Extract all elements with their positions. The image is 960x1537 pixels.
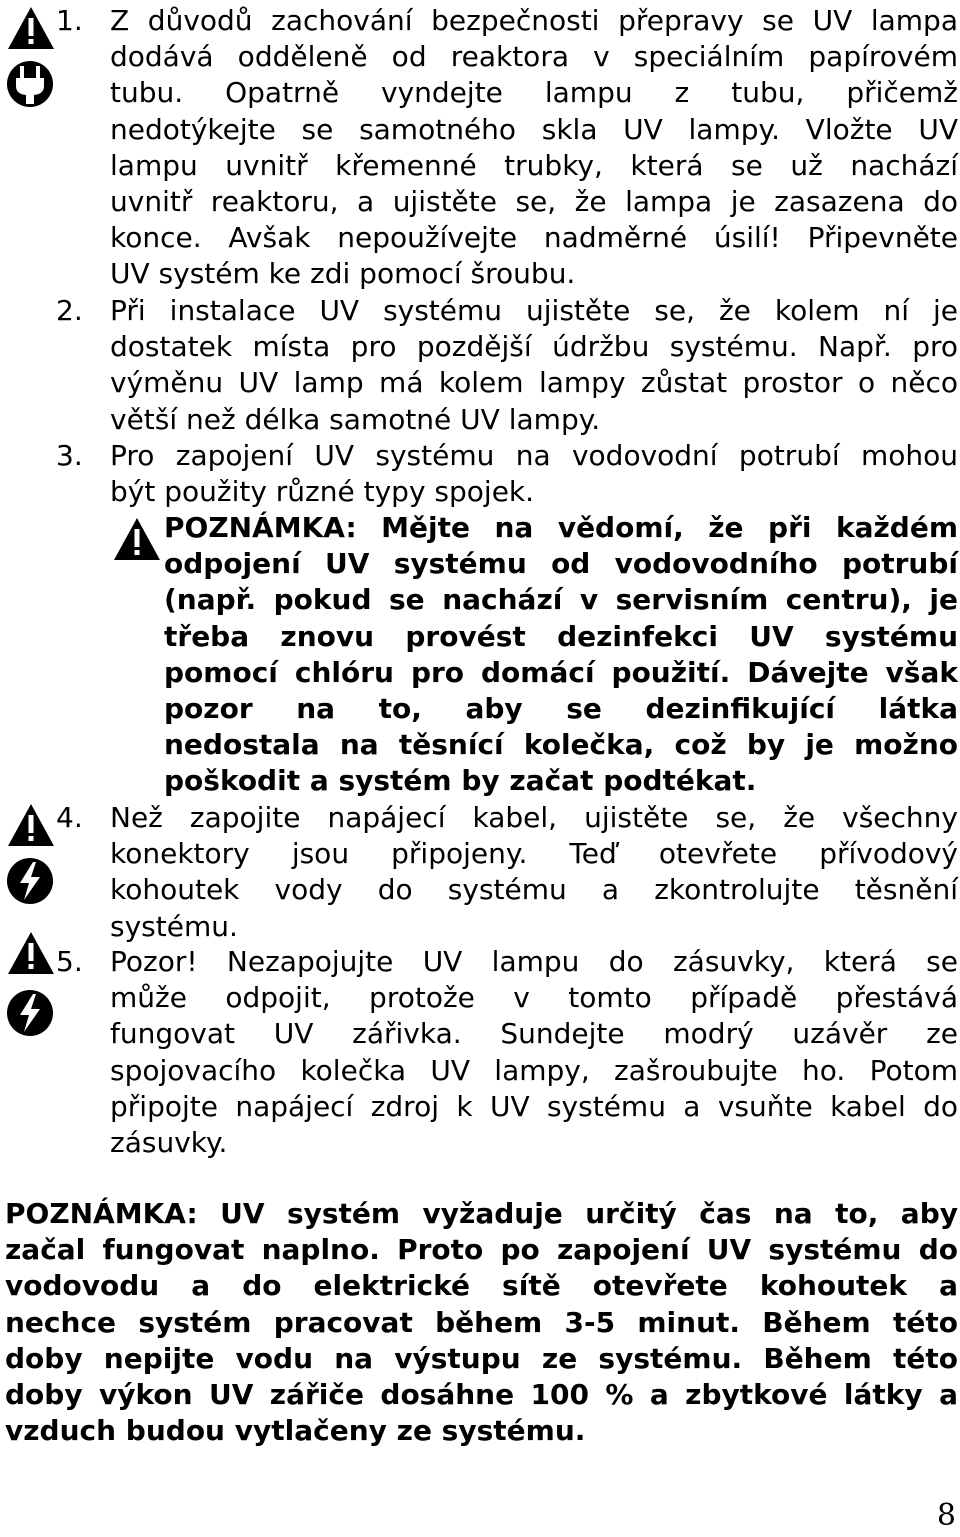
list-number: 4. — [56, 801, 83, 834]
text-line: konce. Avšak nepoužívejte nadměrné úsilí! Připevněte — [110, 221, 958, 255]
list-number: 5. — [56, 945, 83, 978]
text-line: poškodit a systém by začat podtékat. — [164, 764, 757, 798]
warning-icon — [6, 5, 56, 51]
text-line: tubu. Opatrně vyndejte lampu z tubu, přičemž — [110, 76, 958, 110]
text-line: Pozor! Nezapojujte UV lampu do zásuvky, která se — [110, 945, 958, 978]
text-line: doby nepijte vodu na výstupu ze systému. Během této — [5, 1341, 958, 1375]
text-line: (např. pokud se nachází v servisním centru), je — [164, 583, 958, 617]
list-item-text — [110, 438, 958, 510]
text-line: třeba znovu provést dezinfekci UV systému — [164, 619, 958, 653]
text-line: vzduch budou vytlačeny ze systému. — [5, 1414, 586, 1448]
text-line: větší než délka samotné UV lampy. — [110, 402, 601, 436]
list-item-text — [110, 293, 958, 438]
text-line: POZNÁMKA: Mějte na vědomí, že při každém — [164, 511, 958, 544]
text-line: Než zapojite napájecí kabel, ujistěte se, že všechny — [110, 801, 958, 834]
note-text — [164, 510, 958, 800]
text-line: být použity různé typy spojek. — [110, 475, 535, 509]
text-line: spojovacího kolečka UV lampy, zašroubujte ho. Potom — [110, 1053, 958, 1087]
text-line: Pro zapojení UV systému na vodovodní potrubí mohou — [110, 439, 958, 472]
text-line: vodovodu a do elektrické sítě otevřete kohoutek a — [5, 1269, 958, 1303]
list-item-text — [110, 3, 958, 293]
text-line: lampu uvnitř křemenné trubky, která se už nachází — [110, 148, 958, 182]
text-line: může odpojit, protože v tomto případě přestává — [110, 981, 958, 1015]
text-line: doby výkon UV zářiče dosáhne 100 % a zbytkové látky a — [5, 1378, 958, 1412]
unplug-icon — [6, 58, 54, 110]
list-number: 3. — [56, 439, 83, 472]
warning-icon — [6, 802, 56, 848]
text-line: nedostala na těsnící kolečka, což by je možno — [164, 728, 958, 762]
list-number: 1. — [56, 4, 83, 37]
text-line: začal fungovat naplno. Proto po zapojení UV systému do — [5, 1233, 958, 1267]
text-line: výměnu UV lamp má kolem lampy zůstat prostor o něco — [110, 366, 958, 400]
text-line: nedotýkejte se samotného skla UV lampy. Vložte UV — [110, 112, 958, 146]
electric-shock-icon — [6, 856, 54, 906]
page-number: 8 — [936, 1498, 956, 1533]
text-line: zásuvky. — [110, 1126, 228, 1160]
warning-icon — [112, 516, 162, 562]
text-line: pozor na to, aby se dezinfikující látka — [164, 692, 958, 726]
text-line: připojte napájecí zdroj k UV systému a vsuňte kabel do — [110, 1089, 958, 1123]
text-line: dostatek místa pro pozdější údržbu systému. Např. pro — [110, 330, 958, 364]
text-line: odpojení UV systému od vodovodního potrubí — [164, 547, 958, 581]
bottom-note — [5, 1196, 958, 1449]
text-line: Při instalace UV systému ujistěte se, že kolem ní je — [110, 294, 958, 327]
text-line: fungovat UV zářivka. Sundejte modrý uzávěr ze — [110, 1017, 958, 1051]
text-line: pomocí chlóru pro domácí použití. Dávejte však — [164, 655, 958, 689]
text-line: konektory jsou připojeny. Teď otevřete přívodový — [110, 837, 958, 871]
text-line: kohoutek vody do systému a zkontrolujte těsnění — [110, 873, 958, 907]
warning-icon — [6, 930, 56, 976]
list-item-text — [110, 800, 958, 945]
list-item-text — [110, 944, 958, 1161]
text-line: Z důvodů zachování bezpečnosti přepravy se UV lampa — [110, 4, 958, 37]
text-line: nechce systém pracovat během 3-5 minut. Během této — [5, 1305, 958, 1339]
text-line: systému. — [110, 909, 238, 943]
text-line: dodává odděleně od reaktora v speciálním papírovém — [110, 40, 958, 74]
text-line: UV systém ke zdi pomocí šroubu. — [110, 257, 576, 291]
text-line: POZNÁMKA: UV systém vyžaduje určitý čas na to, aby — [5, 1197, 958, 1230]
electric-shock-icon — [6, 988, 54, 1038]
list-number: 2. — [56, 294, 83, 327]
text-line: uvnitř reaktoru, a ujistěte se, že lampa je zasazena do — [110, 185, 958, 219]
